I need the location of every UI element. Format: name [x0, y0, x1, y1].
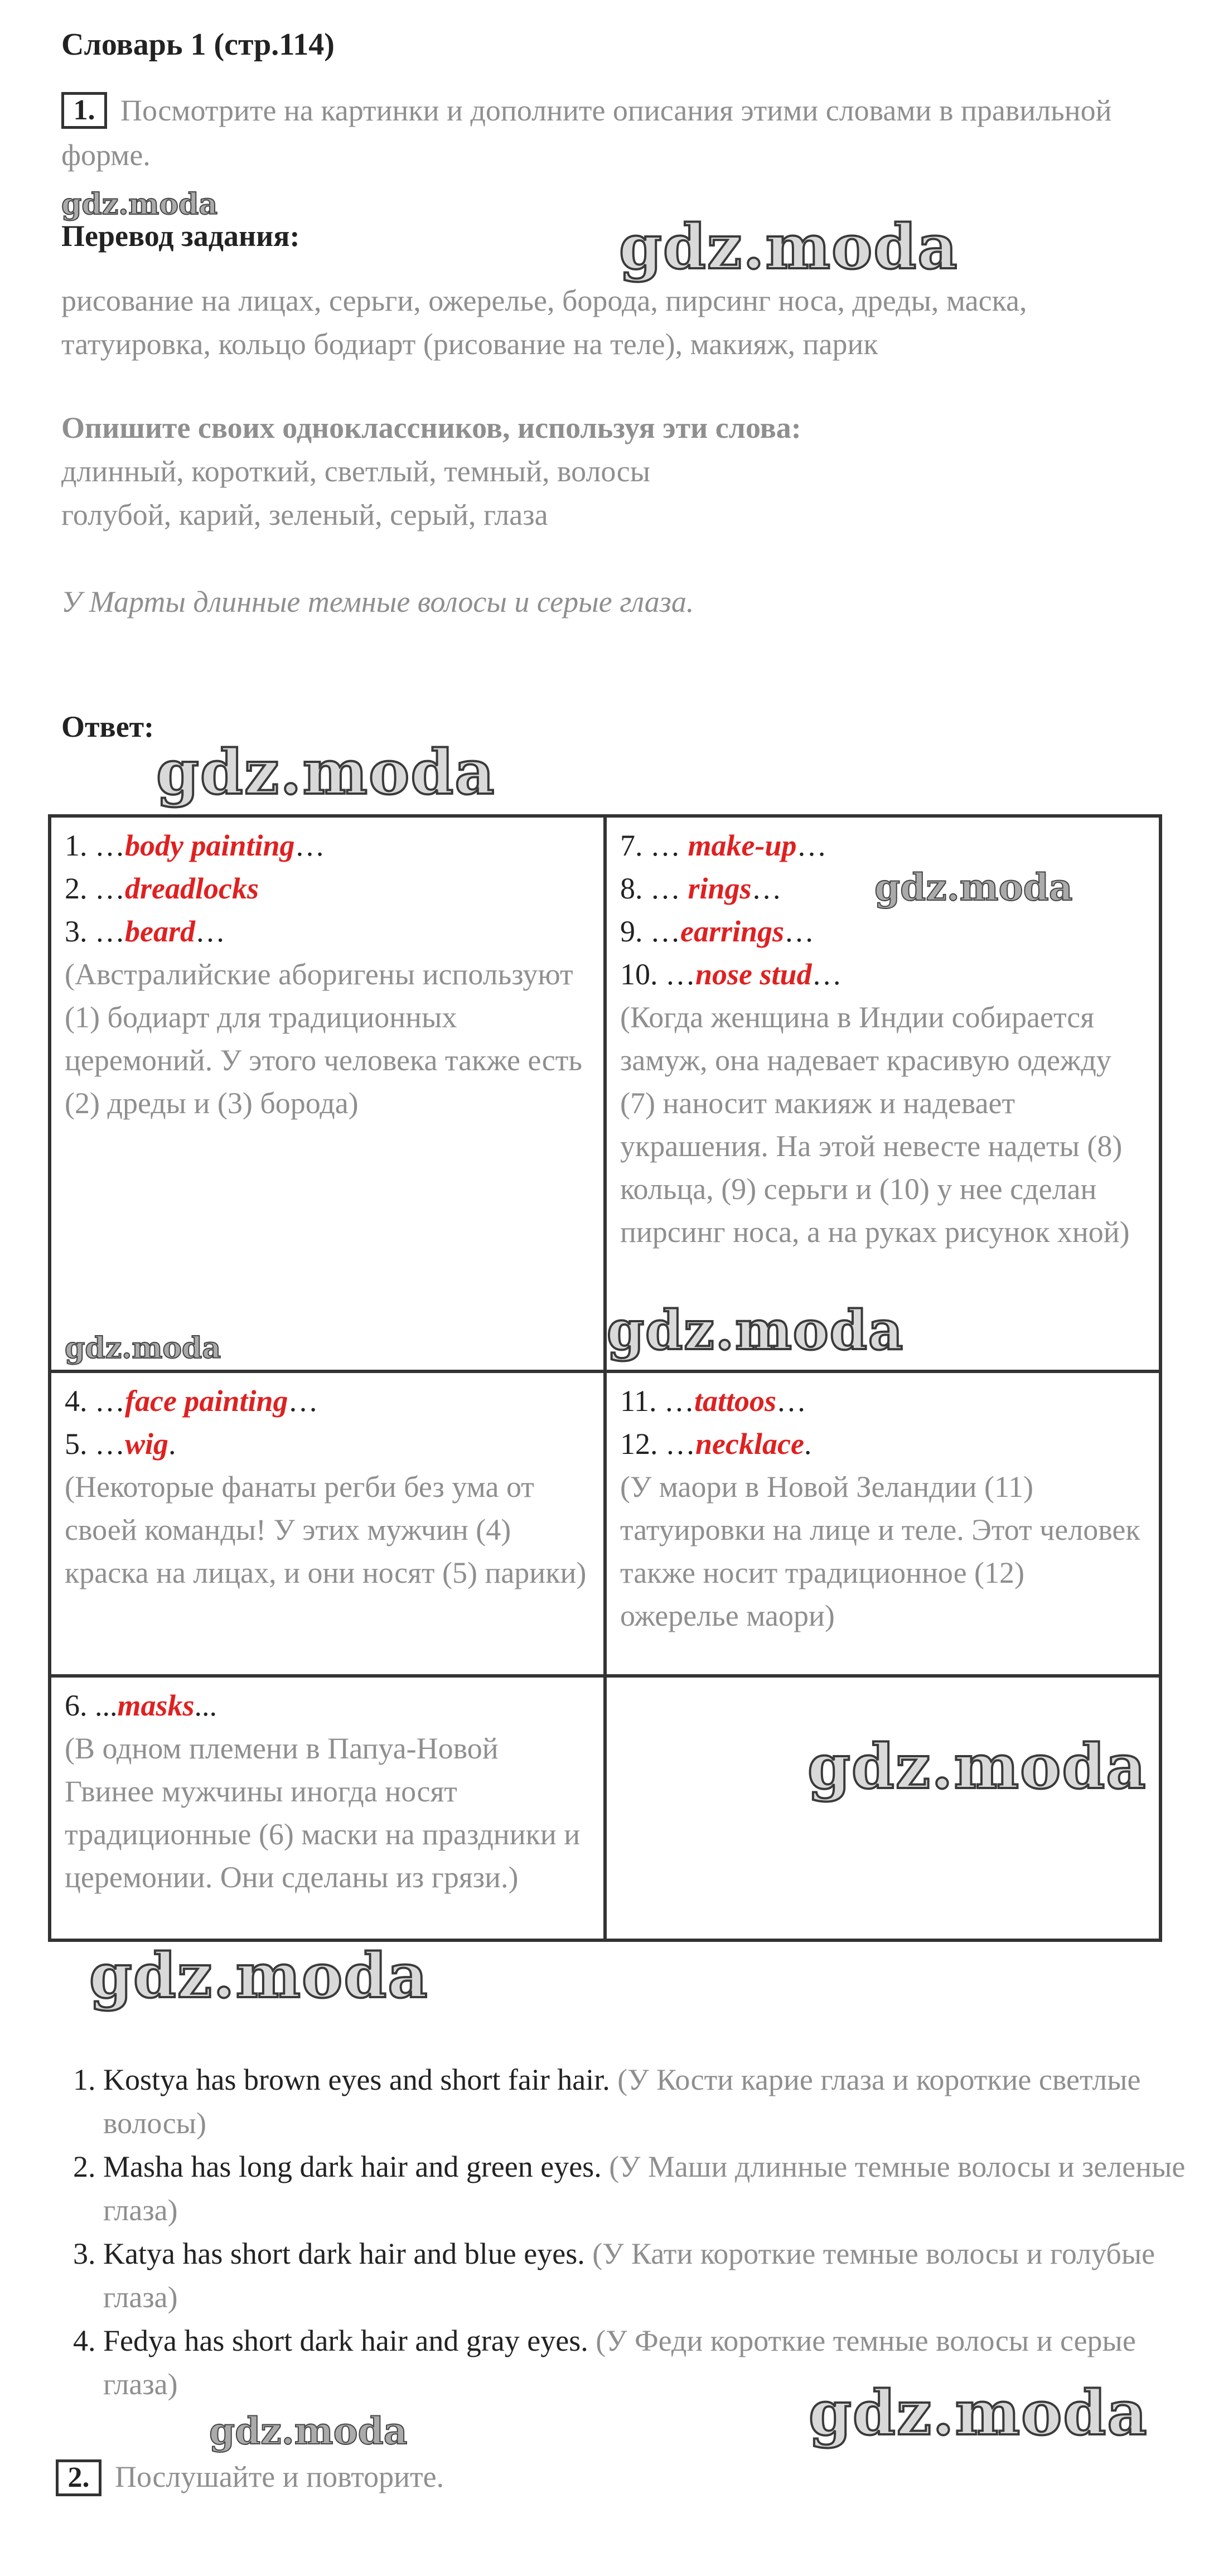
answer-heading: Ответ: — [61, 710, 154, 743]
watermark: gdz.moda — [61, 187, 218, 221]
answer-line: 4. …face painting… — [65, 1384, 318, 1418]
task-2-instruction — [56, 2459, 444, 2496]
answer-note: (Когда женщина в Индии собирается замуж, она надевает красивую одежду (7) наносит макияж и надевает украшения. На этой невесте надеты (8) кольца, (9) серьги и (10) у нее сделан пирсинг носа, а на руках рисунок хной) — [620, 1001, 1130, 1249]
task-text: Послушайте и повторите. — [115, 2460, 444, 2493]
answer-note: (Некоторые фанаты регби без ума от своей команды! У этих мужчин (4) краска на лицах, и они носят (5) парики) — [65, 1470, 587, 1589]
watermark: gdz.moda — [607, 1299, 905, 1362]
task-text: Посмотрите на картинки и дополните описания этими словами в правильной форме. — [61, 94, 1112, 172]
list-item: 4. Fedya has short dark hair and gray eyes. (У Феди короткие темные волосы и серые глаза) — [103, 2319, 1196, 2406]
answer-line: 10. …nose stud… — [620, 958, 842, 991]
answer-note: (В одном племени в Папуа-Новой Гвинее мужчины иногда носят традиционные (6) маски на праздники и церемонии. Они сделаны из грязи.) — [65, 1732, 581, 1894]
sentence-list — [50, 2058, 1196, 2406]
watermark: gdz.moda — [89, 1940, 429, 2012]
answer-word: beard — [125, 915, 195, 948]
watermark: gdz.moda — [619, 211, 959, 283]
answer-cell-1 — [50, 816, 605, 1371]
answer-table — [48, 814, 1162, 1942]
answer-line: 11. …tattoos… — [620, 1384, 807, 1418]
task-number: 2. — [56, 2459, 101, 2496]
watermark: gdz.moda — [807, 1731, 1147, 1802]
answer-cell-2 — [605, 816, 1160, 1371]
answer-word: dreadlocks — [125, 872, 259, 905]
watermark: gdz.moda — [809, 2377, 1148, 2449]
task-1-instruction — [61, 88, 1149, 177]
watermark: gdz.moda — [874, 866, 1073, 909]
translation-words: рисование на лицах, серьги, ожерелье, борода, пирсинг носа, дреды, маска, татуировка, кольцо бодиарт (рисование на теле), макияж, парик — [61, 284, 1027, 361]
answer-word: masks — [117, 1689, 195, 1722]
translation-heading: Перевод задания: — [61, 219, 300, 253]
list-item: 2. Masha has long dark hair and green eyes. (У Маши длинные темные волосы и зеленые глаза) — [103, 2145, 1196, 2232]
eye-words: голубой, карий, зеленый, серый, глаза — [61, 498, 548, 531]
answer-cell-4 — [605, 1371, 1160, 1676]
answer-word: wig — [125, 1427, 169, 1461]
watermark: gdz.moda — [156, 736, 496, 808]
answer-word: necklace — [695, 1427, 804, 1461]
answer-note: (Австралийские аборигены используют (1) бодиарт для традиционных церемоний. У этого человека также есть (2) дреды и (3) борода) — [65, 958, 582, 1120]
answer-word: nose stud — [695, 958, 812, 991]
list-item: 3. Katya has short dark hair and blue eyes. (У Кати короткие темные волосы и голубые глаза) — [103, 2232, 1196, 2319]
answer-line: 7. … make-up… — [620, 829, 827, 862]
answer-word: body painting — [125, 829, 295, 862]
answer-line: 2. …dreadlocks — [65, 872, 259, 905]
watermark: gdz.moda — [65, 1331, 221, 1365]
answer-line: 5. …wig. — [65, 1427, 176, 1461]
page-title: Словарь 1 (стр.114) — [61, 27, 335, 62]
answer-line: 1. …body painting… — [65, 829, 325, 862]
answer-cell-5 — [50, 1676, 605, 1940]
hair-words: длинный, короткий, светлый, темный, волосы — [61, 455, 650, 488]
answer-word: tattoos — [694, 1384, 777, 1418]
task-number: 1. — [61, 92, 107, 129]
list-item: 1. Kostya has brown eyes and short fair hair. (У Кости карие глаза и короткие светлые волосы) — [103, 2058, 1196, 2145]
answer-word: face painting — [125, 1384, 288, 1418]
describe-heading: Опишите своих одноклассников, используя эти слова: — [61, 411, 801, 444]
answer-line: 8. … rings… — [620, 872, 782, 905]
answer-word: rings — [688, 872, 752, 905]
answer-line: 3. …beard… — [65, 915, 225, 948]
example-sentence: У Марты длинные темные волосы и серые глаза. — [61, 585, 694, 618]
answer-cell-3 — [50, 1371, 605, 1676]
answer-cell-empty — [605, 1676, 1160, 1940]
answer-word: earrings — [680, 915, 785, 948]
answer-line: 6. ...masks... — [65, 1689, 217, 1722]
watermark: gdz.moda — [209, 2409, 408, 2453]
answer-line: 12. …necklace. — [620, 1427, 812, 1461]
answer-word: make-up — [688, 829, 797, 862]
answer-line: 9. …earrings… — [620, 915, 815, 948]
answer-note: (У маори в Новой Зеландии (11) татуировки на лице и теле. Этот человек также носит традиционное (12) ожерелье маори) — [620, 1470, 1140, 1632]
